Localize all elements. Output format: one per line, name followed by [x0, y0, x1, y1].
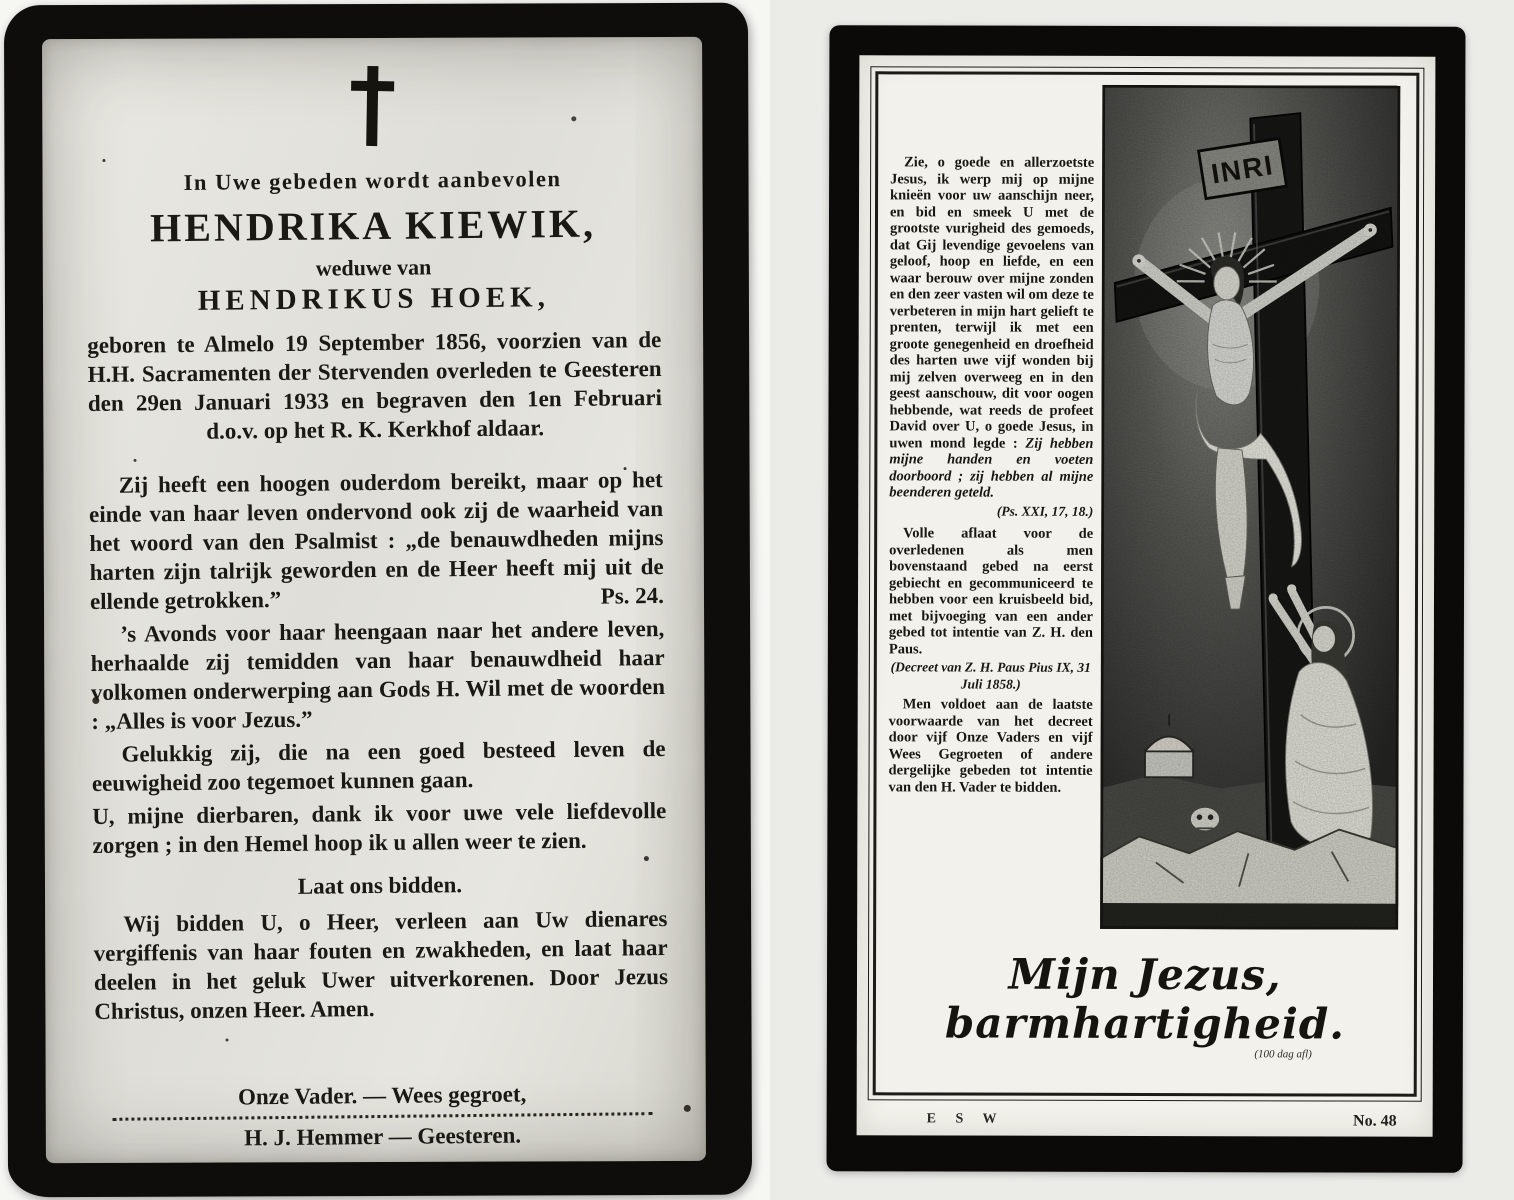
- psalm-reference-right: (Ps. XXI, 17, 18.): [996, 503, 1094, 519]
- inri-text: INRI: [1209, 149, 1277, 190]
- avonds-paragraph: ’s Avonds voor haar heengaan naar het andere leven, herhaalde zij temidden van haar benauwdheid haar volkomen onderwerping aan Gods H. Wil met de woorden : „Alles is voor Jezus.”: [90, 615, 666, 735]
- motto-row: [888, 949, 1402, 1060]
- psalmist-paragraph: [89, 465, 664, 616]
- psalm-reference: Ps. 24.: [600, 582, 665, 609]
- cross-wrap: [84, 49, 659, 169]
- biography-paragraph: geboren te Almelo 19 September 1856, voorzien van de H.H. Sacramenten der Stervenden overleden te Geesteren den 29en Januari 1933 en begraven den 1en Februari d.o.v. op het R. K. Kerkhof aldaar.: [87, 327, 663, 444]
- gelukkig-paragraph: Gelukkig zij, die na een goed besteed leven de eeuwigheid zoo tegemoet kunnen gaan.: [91, 735, 666, 796]
- cross-icon: [366, 66, 378, 146]
- dierbaren-paragraph: U, mijne dierbaren, dank ik voor uwe vele liefdevolle zorgen ; in den Hemel hoop ik u allen weer te zien.: [92, 797, 667, 858]
- content-row: [888, 84, 1404, 934]
- motto-script: Mijn Jezus, barmhartigheid.: [944, 949, 1345, 1049]
- dotted-divider: [113, 1112, 653, 1121]
- intro-line: In Uwe gebeden wordt aanbevolen: [183, 166, 562, 196]
- decree-line: (Decreet van Z. H. Paus Pius IX, 31 Juli 1858.): [890, 659, 1091, 692]
- crucifixion-image: [1100, 85, 1400, 935]
- crucifixion-engraving: [1100, 85, 1400, 930]
- prayer-paragraph: Wij bidden U, o Heer, verleen aan Uw dienares vergiffenis van haar fouten en zwakheden, en laat haar deelen in het geluk Uwer uitverkorenen. Door Jezus Christus, onzen Heer. Amen.: [93, 905, 669, 1024]
- card-number: No. 48: [1353, 1112, 1397, 1130]
- condition-paragraph: Men voldoet aan de laatste voorwaarde van het decreet door vijf Onze Vaders en vijf Wees Gegroeten of andere dergelijke gebeden tot intentie van den H. Vader te bidden.: [888, 696, 1093, 796]
- right-text-column: [888, 84, 1094, 934]
- right-prayer-paragraph: [889, 154, 1094, 501]
- psalmist-text: Zij heeft een hoogen ouderdom bereikt, maar op het einde van haar leven ondervond ook zij de waarheid van het woord van den Psalmist : „de benauwdheden mijns harten zijn talrijk geworden en de Heer heeft mij uit de ellende getrokken.”: [88, 467, 664, 615]
- printer-line: H. J. Hemmer — Geesteren.: [243, 1122, 522, 1151]
- memorial-card-front: [6, 4, 750, 1196]
- card-black-border-right: [827, 25, 1466, 1173]
- card-paper: [42, 37, 706, 1163]
- indulgence-paragraph: Volle aflaat voor de overledenen als men bovenstaand gebed na eerst gebiecht en gecommuniceerd te hebben voor een kruisbeeld bid, met bijvoeging van een ander gebed tot intentie van Z. H. den Paus.: [888, 525, 1094, 657]
- inner-rule-border: [873, 71, 1420, 1096]
- prayer-card-back: [770, 0, 1514, 1200]
- relation-line: weduwe van: [315, 254, 432, 281]
- engraving-grain: [1100, 85, 1400, 930]
- deceased-name: HENDRIKA KIEWIK,: [149, 200, 597, 251]
- onze-vader-line: Onze Vader. — Wees gegroet,: [237, 1081, 527, 1110]
- right-prayer-main: Zie, o goede en allerzoetste Jesus, ik werp mij op mijne knieën voor uw aanschijn neer, en bid en smeek U met de grootste vurigheid des gemoeds, dat Gij levendige gevoelens van geloof, hoop en liefde, en een waar berouw over mijne zonden en den zeer vasten wil om deze te verbeteren in mijn hart gelieft te prenten, terwijl ik met een groote genegenheid en droefheid des harten uwe vijf wonden bij mij zelven overweeg en in den geest aanschouw, dit voor oogen hebbende, wat reeds de profeet David over U, o goede Jesus, in uwen mond legde :: [889, 154, 1095, 452]
- right-prayer-quote: Zij hebben mijne handen en voeten doorboord ; zij hebben al mijne beenderen geteld.: [889, 435, 1094, 501]
- card-content: [84, 49, 669, 1153]
- printer-initials: E S W: [926, 1111, 1005, 1127]
- motto-note: (100 dag afl): [1254, 1048, 1312, 1061]
- card-paper-right: [857, 55, 1436, 1137]
- card-black-border: [4, 3, 752, 1198]
- laat-ons-bidden-line: Laat ons bidden.: [297, 872, 463, 899]
- husband-name: HENDRIKUS HOEK,: [197, 281, 551, 317]
